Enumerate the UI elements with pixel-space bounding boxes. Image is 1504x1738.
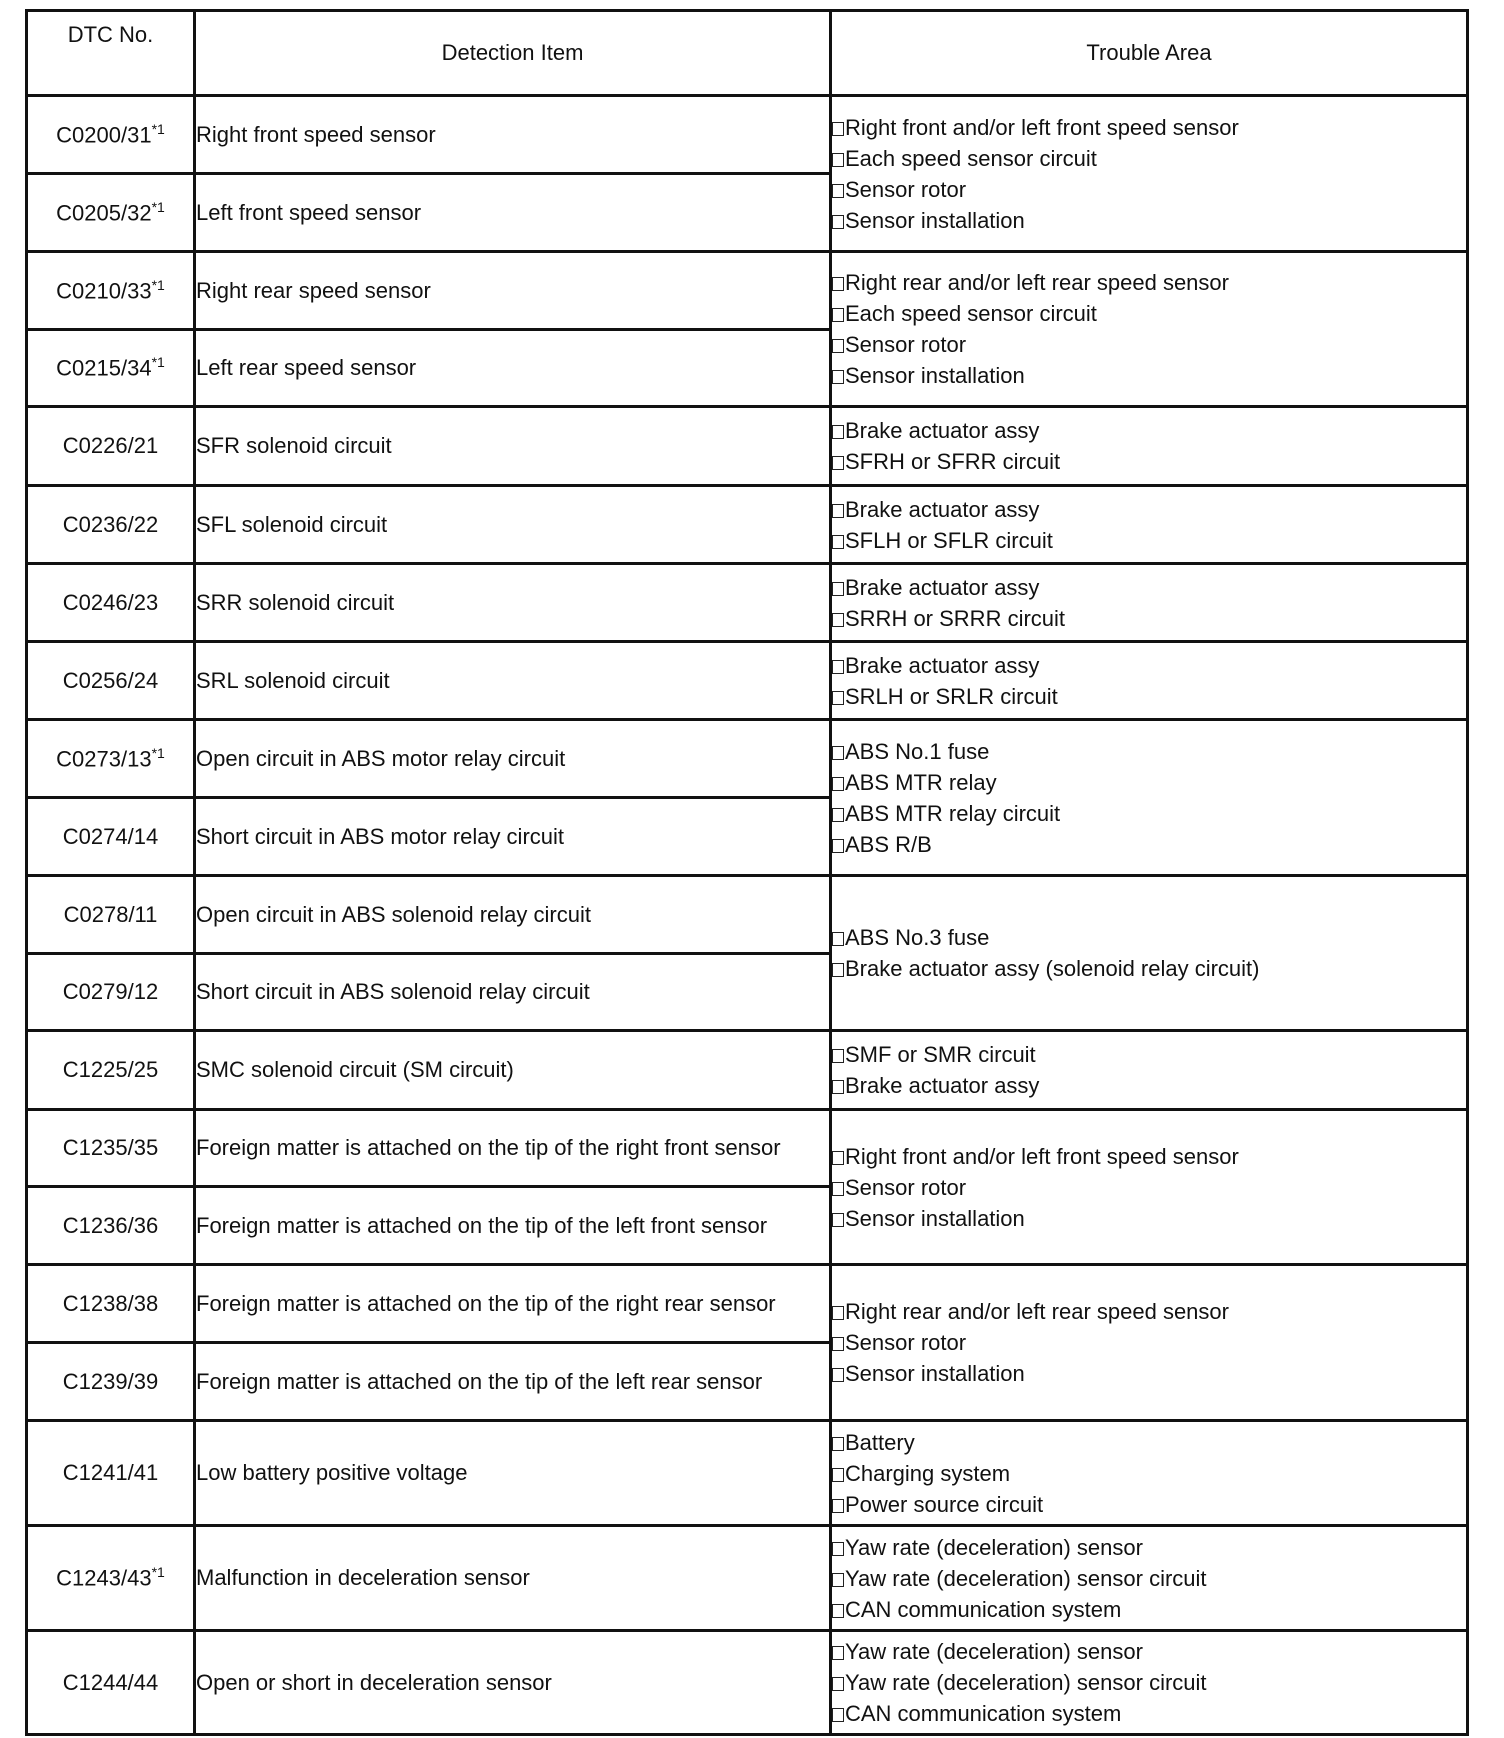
trouble-area (831, 407, 1468, 486)
checkbox-bullet-icon (832, 1646, 844, 1660)
trouble-area-text: ABS MTR relay (845, 769, 997, 795)
trouble-area (831, 1031, 1468, 1110)
dtc-code: C0236/22 (62, 511, 159, 537)
dtc-code-cell (27, 564, 195, 642)
footnote-marker: *1 (151, 744, 165, 761)
dtc-code-cell (27, 1421, 195, 1526)
trouble-area-text: SRRH or SRRR circuit (845, 605, 1066, 631)
trouble-area-item (832, 446, 1466, 477)
dtc-code-cell (27, 876, 195, 954)
dtc-code-cell (27, 174, 195, 252)
checkbox-bullet-icon (832, 582, 844, 596)
trouble-area (831, 642, 1468, 720)
trouble-area-text: Brake actuator assy (845, 496, 1040, 522)
header-row (27, 11, 1468, 96)
footnote-marker: *1 (151, 354, 165, 371)
checkbox-bullet-icon (832, 660, 844, 674)
dtc-code-cell (27, 1631, 195, 1735)
checkbox-bullet-icon (832, 1708, 844, 1722)
footnote-marker: *1 (151, 1564, 165, 1581)
table-row (27, 876, 1468, 954)
checkbox-bullet-icon (832, 1499, 844, 1513)
table-row (27, 1631, 1468, 1735)
trouble-area (831, 96, 1468, 252)
dtc-code: C0246/23 (62, 589, 159, 615)
trouble-area-item (832, 415, 1466, 446)
trouble-area-text: Battery (845, 1429, 915, 1455)
dtc-code: C1244/44 (62, 1669, 159, 1695)
checkbox-bullet-icon (832, 1437, 844, 1451)
dtc-code: C0274/14 (62, 823, 159, 849)
dtc-code-cell (27, 330, 195, 407)
dtc-code-cell (27, 1265, 195, 1343)
footnote-marker: *1 (151, 120, 165, 137)
detection-item: Left rear speed sensor (195, 330, 831, 407)
dtc-code: C1239/39 (62, 1368, 159, 1394)
trouble-area-text: Right front and/or left front speed sensor (845, 1143, 1239, 1169)
checkbox-bullet-icon (832, 425, 844, 439)
checkbox-bullet-icon (832, 535, 844, 549)
detection-item: Foreign matter is attached on the tip of the right rear sensor (195, 1265, 831, 1343)
table-body (27, 96, 1468, 1735)
checkbox-bullet-icon (832, 1677, 844, 1691)
trouble-area-item (832, 1172, 1466, 1203)
trouble-area-text: Brake actuator assy (845, 574, 1040, 600)
checkbox-bullet-icon (832, 691, 844, 705)
dtc-code-cell (27, 407, 195, 486)
trouble-area-item (832, 1358, 1466, 1389)
trouble-area-text: Power source circuit (845, 1491, 1044, 1517)
checkbox-bullet-icon (832, 1080, 844, 1094)
checkbox-bullet-icon (832, 308, 844, 322)
detection-item: Foreign matter is attached on the tip of the right front sensor (195, 1110, 831, 1187)
trouble-area-text: Yaw rate (deceleration) sensor circuit (845, 1670, 1207, 1695)
dtc-code: C0273/13 (56, 746, 152, 772)
dtc-code-cell (27, 96, 195, 174)
trouble-area-item (832, 650, 1466, 681)
checkbox-bullet-icon (832, 1573, 844, 1587)
dtc-code: C0215/34 (56, 355, 152, 381)
checkbox-bullet-icon (832, 1213, 844, 1227)
trouble-area-text: Yaw rate (deceleration) sensor (845, 1639, 1143, 1664)
dtc-table (25, 9, 1469, 1736)
trouble-area-text: SFRH or SFRR circuit (845, 449, 1061, 474)
trouble-area-text: Sensor installation (845, 1361, 1025, 1386)
trouble-area-item (832, 1039, 1466, 1070)
trouble-area-item (832, 1698, 1466, 1729)
table-row (27, 1265, 1468, 1343)
trouble-area-text: ABS R/B (845, 831, 932, 857)
checkbox-bullet-icon (832, 932, 844, 946)
trouble-area-text: Yaw rate (deceleration) sensor (845, 1534, 1143, 1560)
detection-item: Low battery positive voltage (195, 1421, 831, 1526)
trouble-area-text: CAN communication system (845, 1596, 1122, 1622)
dtc-code-cell (27, 1110, 195, 1187)
detection-item: Short circuit in ABS solenoid relay circuit (195, 954, 831, 1031)
trouble-area-text: Sensor rotor (845, 176, 967, 202)
trouble-area-text: Sensor installation (845, 363, 1025, 388)
table-row (27, 252, 1468, 330)
trouble-area-item (832, 1203, 1466, 1234)
table-row (27, 486, 1468, 564)
trouble-area-item (832, 1296, 1466, 1327)
checkbox-bullet-icon (832, 215, 844, 229)
footnote-marker: *1 (151, 276, 165, 293)
trouble-area-item (832, 1667, 1466, 1698)
trouble-area-text: Yaw rate (deceleration) sensor circuit (845, 1565, 1207, 1591)
checkbox-bullet-icon (832, 963, 844, 977)
trouble-area-text: Each speed sensor circuit (845, 301, 1097, 326)
dtc-code: C1225/25 (62, 1057, 159, 1082)
dtc-code-cell (27, 1187, 195, 1265)
trouble-area-item (832, 143, 1466, 174)
checkbox-bullet-icon (832, 184, 844, 198)
table-row (27, 1031, 1468, 1110)
detection-item: Malfunction in deceleration sensor (195, 1526, 831, 1631)
trouble-area-item (832, 1427, 1466, 1458)
checkbox-bullet-icon (832, 808, 844, 822)
trouble-area-item (832, 603, 1466, 634)
detection-item: Right rear speed sensor (195, 252, 831, 330)
header-trouble-area: Trouble Area (831, 11, 1468, 96)
dtc-code: C0256/24 (62, 667, 159, 693)
trouble-area-item (832, 298, 1466, 329)
trouble-area-item (832, 767, 1466, 798)
trouble-area-text: Sensor installation (845, 1205, 1025, 1231)
trouble-area (831, 252, 1468, 407)
dtc-code-cell (27, 1031, 195, 1110)
dtc-code: C1238/38 (62, 1290, 159, 1316)
detection-item: Right front speed sensor (195, 96, 831, 174)
dtc-code: C0205/32 (56, 200, 152, 226)
checkbox-bullet-icon (832, 1468, 844, 1482)
trouble-area-item (832, 112, 1466, 143)
trouble-area-item (832, 1594, 1466, 1625)
trouble-area-item (832, 1532, 1466, 1563)
trouble-area-text: Charging system (845, 1460, 1011, 1486)
detection-item: SMC solenoid circuit (SM circuit) (195, 1031, 831, 1110)
trouble-area-item (832, 1458, 1466, 1489)
checkbox-bullet-icon (832, 339, 844, 353)
header-dtc-no: DTC No. (27, 11, 195, 96)
detection-item: Left front speed sensor (195, 174, 831, 252)
dtc-code: C0200/31 (56, 122, 152, 148)
trouble-area-item (832, 1636, 1466, 1667)
checkbox-bullet-icon (832, 613, 844, 627)
trouble-area-text: ABS MTR relay circuit (845, 800, 1061, 826)
detection-item: Foreign matter is attached on the tip of the left front sensor (195, 1187, 831, 1265)
checkbox-bullet-icon (832, 839, 844, 853)
checkbox-bullet-icon (832, 777, 844, 791)
dtc-code: C0226/21 (62, 433, 159, 458)
trouble-area-item (832, 798, 1466, 829)
table-row (27, 564, 1468, 642)
trouble-area (831, 1421, 1468, 1526)
checkbox-bullet-icon (832, 122, 844, 136)
dtc-code: C1236/36 (62, 1212, 159, 1238)
trouble-area-item (832, 1141, 1466, 1172)
trouble-area-text: Brake actuator assy (845, 418, 1040, 443)
trouble-area-text: ABS No.3 fuse (845, 925, 990, 950)
dtc-code: C0210/33 (56, 278, 152, 304)
detection-item: SFL solenoid circuit (195, 486, 831, 564)
trouble-area (831, 486, 1468, 564)
checkbox-bullet-icon (832, 1049, 844, 1063)
trouble-area-text: Brake actuator assy (solenoid relay circuit) (845, 956, 1260, 981)
trouble-area-item (832, 681, 1466, 712)
trouble-area-item (832, 922, 1466, 953)
dtc-code: C0279/12 (62, 979, 159, 1004)
dtc-code-cell (27, 252, 195, 330)
trouble-area-item (832, 1327, 1466, 1358)
trouble-area-item (832, 205, 1466, 236)
checkbox-bullet-icon (832, 153, 844, 167)
dtc-code: C0278/11 (63, 901, 158, 927)
trouble-area-text: Each speed sensor circuit (845, 145, 1097, 171)
checkbox-bullet-icon (832, 1368, 844, 1382)
dtc-code-cell (27, 798, 195, 876)
table-row (27, 96, 1468, 174)
detection-item: Short circuit in ABS motor relay circuit (195, 798, 831, 876)
dtc-code-cell (27, 1526, 195, 1631)
trouble-area-item (832, 953, 1466, 984)
trouble-area-item (832, 1489, 1466, 1520)
checkbox-bullet-icon (832, 1542, 844, 1556)
detection-item: Foreign matter is attached on the tip of the left rear sensor (195, 1343, 831, 1421)
trouble-area-text: Sensor rotor (845, 1330, 967, 1355)
checkbox-bullet-icon (832, 746, 844, 760)
detection-item: Open circuit in ABS solenoid relay circuit (195, 876, 831, 954)
trouble-area-text: SRLH or SRLR circuit (845, 683, 1058, 709)
trouble-area-item (832, 1070, 1466, 1101)
detection-item: SFR solenoid circuit (195, 407, 831, 486)
table-row (27, 720, 1468, 798)
trouble-area-item (832, 736, 1466, 767)
table-row (27, 407, 1468, 486)
checkbox-bullet-icon (832, 1182, 844, 1196)
table-row (27, 1421, 1468, 1526)
footnote-marker: *1 (151, 198, 165, 215)
trouble-area-item (832, 525, 1466, 556)
dtc-code: C1243/43 (56, 1565, 152, 1591)
checkbox-bullet-icon (832, 456, 844, 470)
checkbox-bullet-icon (832, 1306, 844, 1320)
trouble-area-text: SFLH or SFLR circuit (845, 527, 1053, 553)
trouble-area-item (832, 174, 1466, 205)
dtc-code-cell (27, 720, 195, 798)
dtc-code-cell (27, 954, 195, 1031)
trouble-area-item (832, 572, 1466, 603)
trouble-area-text: Right rear and/or left rear speed sensor (845, 270, 1229, 295)
checkbox-bullet-icon (832, 1337, 844, 1351)
trouble-area-text: Sensor rotor (845, 332, 967, 357)
table-row (27, 1526, 1468, 1631)
detection-item: Open or short in deceleration sensor (195, 1631, 831, 1735)
checkbox-bullet-icon (832, 370, 844, 384)
dtc-code: C1235/35 (62, 1135, 159, 1160)
table-row (27, 1110, 1468, 1187)
trouble-area-text: SMF or SMR circuit (845, 1042, 1036, 1067)
trouble-area-text: Sensor rotor (845, 1174, 967, 1200)
table-row (27, 642, 1468, 720)
trouble-area-item (832, 1563, 1466, 1594)
trouble-area (831, 720, 1468, 876)
detection-item: SRL solenoid circuit (195, 642, 831, 720)
dtc-code-cell (27, 642, 195, 720)
trouble-area (831, 564, 1468, 642)
trouble-area-item (832, 829, 1466, 860)
trouble-area-text: Right rear and/or left rear speed sensor (845, 1299, 1229, 1324)
checkbox-bullet-icon (832, 504, 844, 518)
trouble-area-text: CAN communication system (845, 1701, 1122, 1726)
trouble-area-text: Sensor installation (845, 207, 1025, 233)
trouble-area (831, 876, 1468, 1031)
trouble-area (831, 1631, 1468, 1735)
checkbox-bullet-icon (832, 1151, 844, 1165)
trouble-area (831, 1265, 1468, 1421)
trouble-area (831, 1526, 1468, 1631)
trouble-area-item (832, 267, 1466, 298)
dtc-code-cell (27, 486, 195, 564)
detection-item: Open circuit in ABS motor relay circuit (195, 720, 831, 798)
trouble-area-text: Brake actuator assy (845, 1073, 1040, 1098)
trouble-area-text: ABS No.1 fuse (845, 738, 990, 764)
checkbox-bullet-icon (832, 277, 844, 291)
checkbox-bullet-icon (832, 1604, 844, 1618)
dtc-code: C1241/41 (62, 1460, 159, 1485)
trouble-area-text: Right front and/or left front speed sensor (845, 114, 1239, 140)
trouble-area-item (832, 494, 1466, 525)
header-detection-item: Detection Item (195, 11, 831, 96)
detection-item: SRR solenoid circuit (195, 564, 831, 642)
trouble-area-item (832, 329, 1466, 360)
trouble-area-text: Brake actuator assy (845, 652, 1040, 678)
dtc-code-cell (27, 1343, 195, 1421)
trouble-area (831, 1110, 1468, 1265)
trouble-area-item (832, 360, 1466, 391)
